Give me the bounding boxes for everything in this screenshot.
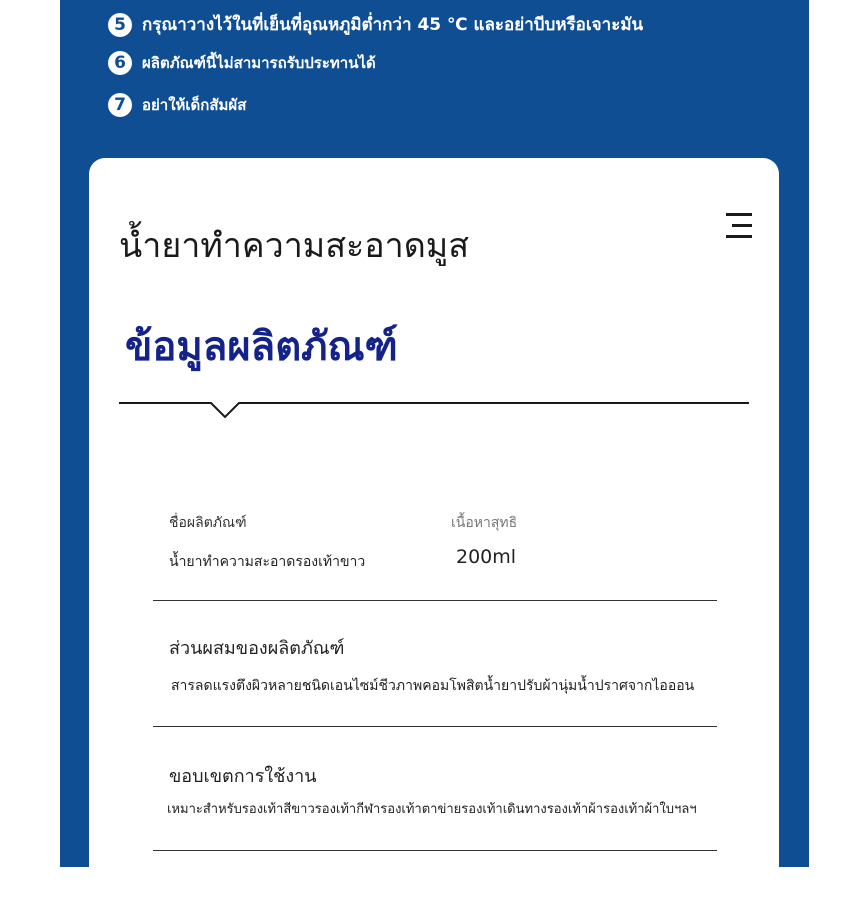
divider-with-caret [119, 392, 749, 420]
product-name-value: น้ำยาทำความสะอาดรองเท้าขาว [169, 554, 366, 570]
notice-item-6 [108, 51, 376, 75]
notice-item-7 [108, 93, 246, 117]
number-badge: 6 [108, 51, 132, 75]
divider [153, 726, 717, 727]
page-title: น้ำยาทำความสะอาดมูส [119, 226, 469, 266]
usage-text: เหมาะสำหรับรองเท้าสีขาวรองเท้ากีฬารองเท้าตาข่ายรองเท้าเดินทางรองเท้าผ้ารองเท้าผ้าใบฯลฯ [167, 802, 697, 817]
net-content-value: 200ml [456, 546, 517, 568]
product-info-card [89, 158, 779, 898]
product-name-label: ชื่อผลิตภัณฑ์ [169, 515, 247, 531]
notice-text: อย่าให้เด็กสัมผัส [142, 96, 247, 114]
section-title: ข้อมูลผลิตภัณฑ์ [125, 324, 398, 370]
notice-item-5 [108, 11, 643, 38]
ingredients-heading: ส่วนผสมของผลิตภัณฑ์ [169, 638, 345, 659]
net-content-label: เนื้อหาสุทธิ [451, 515, 518, 531]
divider [153, 600, 717, 601]
notice-text: ผลิตภัณฑ์นี้ไม่สามารถรับประทานได้ [142, 54, 376, 72]
number-badge: 5 [108, 13, 132, 37]
number-badge: 7 [108, 93, 132, 117]
ingredients-text: สารลดแรงตึงผิวหลายชนิดเอนไซม์ชีวภาพคอมโพสิตน้ำยาปรับผ้านุ่มน้ำปราศจากไอออน [171, 678, 695, 694]
hamburger-menu-icon[interactable] [720, 213, 752, 239]
notice-text: กรุณาวางไว้ในที่เย็นที่อุณหภูมิต่ำกว่า 45 ℃ และอย่าบีบหรือเจาะมัน [142, 15, 644, 35]
divider [153, 850, 717, 851]
usage-heading: ขอบเขตการใช้งาน [169, 766, 317, 787]
